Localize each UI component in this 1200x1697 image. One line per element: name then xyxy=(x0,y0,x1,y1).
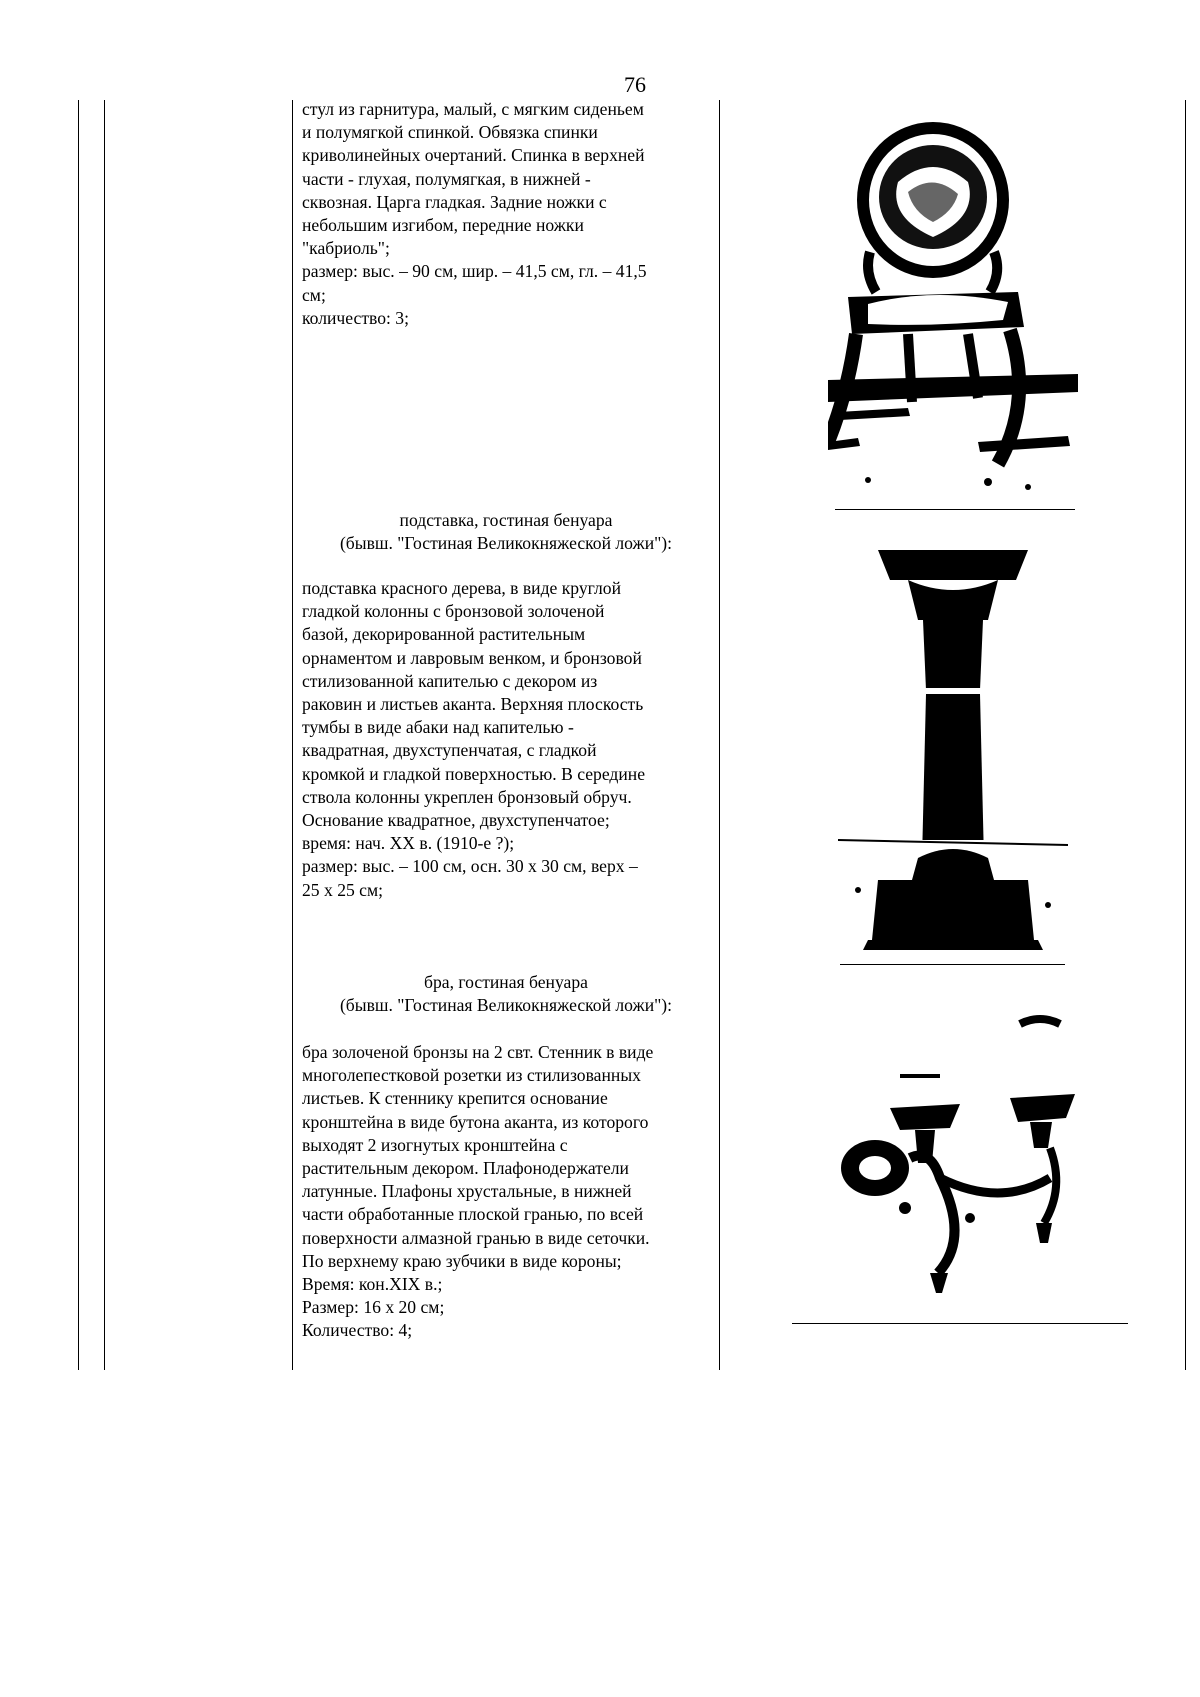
table-border-text-left xyxy=(292,100,293,1370)
entry-line: и полумягкой спинкой. Обвязка спинки xyxy=(302,122,598,143)
entry-line: небольшим изгибом, передние ножки xyxy=(302,215,584,236)
entry-line: базой, декорированной растительным xyxy=(302,624,586,645)
entry-heading-line: подставка, гостиная бенуара xyxy=(399,510,613,530)
entry-line: квадратная, двухступенчатая, с гладкой xyxy=(302,740,597,761)
entry-heading-line: бра, гостиная бенуара xyxy=(424,972,588,992)
entry-line: поверхности алмазной гранью в виде сеточки. xyxy=(302,1227,650,1248)
entry-line: 25 х 25 см; xyxy=(302,879,384,900)
entry-line: количество: 3; xyxy=(302,307,409,328)
entry-line: стилизованной капителью с декором из xyxy=(302,670,598,691)
entry-line: размер: выс. – 90 см, шир. – 41,5 см, гл. – 41,5 xyxy=(302,261,647,282)
sconce-figure-divider xyxy=(792,1323,1128,1324)
entry-line: кромкой и гладкой поверхностью. В середине xyxy=(302,763,646,784)
entry-line: выходят 2 изогнутых кронштейна с xyxy=(302,1134,568,1155)
entry-line: тумбы в виде абаки над капителью - xyxy=(302,717,574,738)
chair-figure-divider xyxy=(835,509,1075,510)
entry-line: многолепестковой розетки из стилизованных xyxy=(302,1065,641,1086)
entry-line: листьев. К стеннику крепится основание xyxy=(302,1088,608,1109)
pedestal-figure-divider xyxy=(840,964,1065,965)
table-border-text-right xyxy=(719,100,720,1370)
entry-line: сквозная. Царга гладкая. Задние ножки с xyxy=(302,191,607,212)
entry-line: Время: кон.XIX в.; xyxy=(302,1274,443,1295)
entry-line: части обработанные плоской гранью, по всей xyxy=(302,1204,644,1225)
entry-line: см; xyxy=(302,284,326,305)
entry-line: ствола колонны укреплен бронзовый обруч. xyxy=(302,786,632,807)
entry-line: раковин и листьев аканта. Верхняя плоскость xyxy=(302,694,644,715)
table-border-right xyxy=(1185,100,1186,1370)
entry-sconce-heading xyxy=(302,971,710,1017)
entry-line: криволинейных очертаний. Спинка в верхней xyxy=(302,145,645,166)
entry-line: орнаментом и лавровым венком, и бронзовой xyxy=(302,647,642,668)
pedestal-illustration xyxy=(838,540,1068,960)
entry-line: кронштейна в виде бутона аканта, из которого xyxy=(302,1111,649,1132)
entry-line: время: нач. XX в. (1910-е ?); xyxy=(302,833,515,854)
entry-line: латунные. Плафоны хрустальные, в нижней xyxy=(302,1181,632,1202)
entry-pedestal-description xyxy=(302,577,710,902)
entry-sconce-description xyxy=(302,1041,710,1343)
entry-chair-description xyxy=(302,98,710,330)
entry-line: Количество: 4; xyxy=(302,1320,413,1341)
table-border-left-inner xyxy=(104,100,105,1370)
entry-line: Размер: 16 х 20 см; xyxy=(302,1297,445,1318)
chair-illustration xyxy=(828,112,1078,512)
sconce-illustration xyxy=(820,988,1120,1308)
entry-heading-line: (бывш. "Гостиная Великокняжеской ложи"): xyxy=(339,533,673,554)
entry-line: стул из гарнитура, малый, с мягким сиденьем xyxy=(302,99,644,119)
entry-line: По верхнему краю зубчики в виде короны; xyxy=(302,1250,622,1271)
table-border-left-outer xyxy=(78,100,79,1370)
entry-line: бра золоченой бронзы на 2 свт. Стенник в виде xyxy=(302,1042,654,1062)
entry-line: размер: выс. – 100 см, осн. 30 х 30 см, верх – xyxy=(302,856,638,877)
entry-line: подставка красного дерева, в виде круглой xyxy=(302,578,621,598)
entry-line: Основание квадратное, двухступенчатое; xyxy=(302,810,610,831)
entry-pedestal-heading xyxy=(302,509,710,555)
page-number: 76 xyxy=(624,72,646,97)
entry-line: "кабриоль"; xyxy=(302,238,390,259)
entry-line: части - глухая, полумягкая, в нижней - xyxy=(302,168,591,189)
entry-heading-line: (бывш. "Гостиная Великокняжеской ложи"): xyxy=(339,995,673,1016)
entry-line: гладкой колонны с бронзовой золоченой xyxy=(302,601,605,622)
entry-line: растительным декором. Плафонодержатели xyxy=(302,1158,629,1179)
